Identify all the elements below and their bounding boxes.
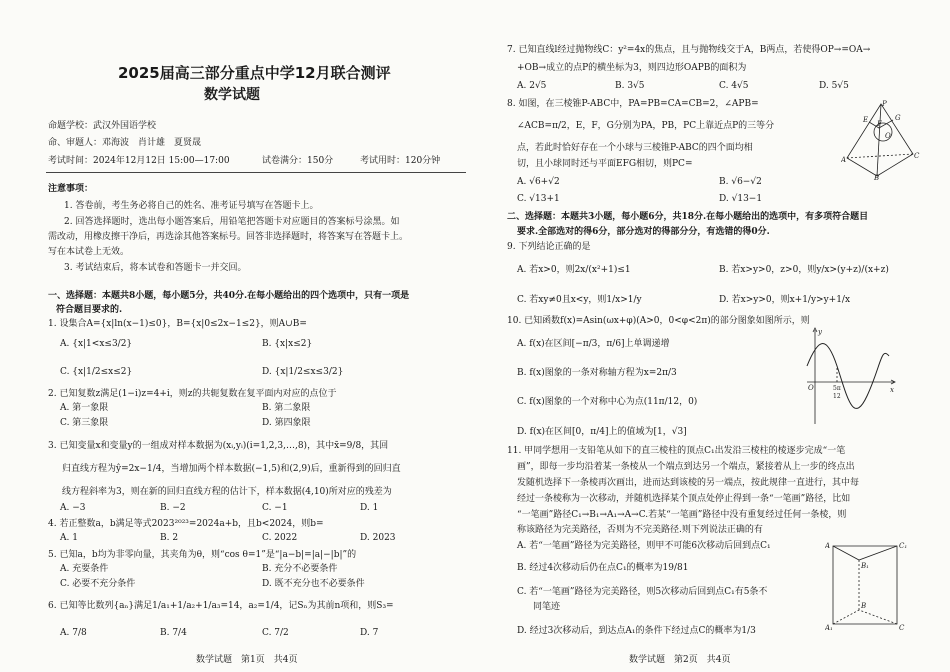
q2-option-b: B. 第二象限 — [262, 403, 311, 413]
q11-option-c-1: C. 若“一笔画”路径为完美路径，则5次移动后回到点C₁有5条不 — [517, 587, 768, 597]
label-c: C — [914, 152, 920, 160]
q6-option-a: A. 7/8 — [60, 628, 87, 638]
q11-option-b: B. 经过4次移动后仍在点C₁的概率为19/81 — [517, 563, 689, 573]
label-b: B — [874, 174, 880, 180]
q10-option-c: C. f(x)图象的一个对称中心为点(11π/12，0) — [517, 397, 698, 407]
sine-curve — [807, 344, 889, 409]
q5-option-a: A. 充要条件 — [60, 564, 109, 574]
q8-stem-3: 点，若此时恰好存在一个小球与三棱锥P-ABC的四个面均相 — [517, 143, 753, 153]
section2-heading-2: 要求.全部选对的得6分，部分选对的得部分分，有选错的得0分. — [517, 227, 770, 237]
q11-option-c-2: 同笔迹 — [533, 602, 561, 612]
notice-item: 2. 回答选择题时，选出每小题答案后，用铅笔把答题卡对应题目的答案标号涂黑。如 — [64, 217, 400, 227]
graph-label-origin: O — [808, 384, 814, 392]
q7-stem-2: +OB→成立的点P的横坐标为3，则四边形OAPB的面积为 — [517, 63, 747, 73]
q3-option-c: C. −1 — [262, 503, 288, 513]
q7-option-a: A. 2√5 — [517, 81, 547, 91]
q8-option-a: A. √6+√2 — [517, 177, 560, 187]
q2-option-c: C. 第三象限 — [60, 418, 109, 428]
q9-stem: 9. 下列结论正确的是 — [507, 242, 591, 252]
label-g: G — [895, 114, 901, 122]
q3-option-d: D. 1 — [360, 503, 379, 513]
q3-stem-3: 线方程斜率为3，则在新的回归直线方程的估计下，样本数据(4,10)所对应的残差为 — [62, 487, 392, 497]
q2-stem: 2. 已知复数z满足(1−i)z=4+i，则z的共轭复数在复平面内对应的点位于 — [48, 389, 337, 399]
prism-label-b1: B₁ — [861, 562, 869, 570]
page-2 — [475, 0, 950, 672]
label-p: P — [882, 100, 887, 108]
q10-option-b: B. f(x)图象的一条对称轴方程为x=2π/3 — [517, 368, 677, 378]
prism-label-a1: A₁ — [825, 624, 833, 632]
q5-option-c: C. 必要不充分条件 — [60, 579, 136, 589]
q8-option-c: C. √13+1 — [517, 194, 560, 204]
q4-option-c: C. 2022 — [262, 533, 298, 543]
prism-top-edges — [833, 546, 897, 560]
q11-stem-6: 称该路径为完美路径，否则为不完美路径.则下列说法正确的有 — [517, 525, 763, 535]
sine-graph-figure — [805, 326, 897, 428]
q3-stem-1: 3. 已知变量x和变量y的一组成对样本数据为(xᵢ,yᵢ)(i=1,2,3,…,8)，其中x̄=9/8，其回 — [48, 441, 389, 451]
label-a: A — [841, 156, 847, 164]
q1-option-d: D. {x|1/2≤x≤3/2} — [262, 367, 344, 377]
prism-label-c1: C₁ — [899, 542, 908, 550]
q7-stem-1: 7. 已知直线l经过抛物线C：y²=4x的焦点，且与抛物线交于A，B两点，若使得OP→=OA→ — [507, 45, 871, 55]
notice-item: 写在本试卷上无效。 — [48, 247, 130, 257]
q10-option-d: D. f(x)在区间[0，π/4]上的值域为[1，√3] — [517, 427, 687, 437]
q4-option-d: D. 2023 — [360, 533, 396, 543]
notice-item: 1. 答卷前，考生务必将自己的姓名、准考证号填写在答题卡上。 — [64, 201, 319, 211]
q11-option-a: A. 若“一笔画”路径为完美路径，则甲不可能6次移动后回到点C₁ — [517, 541, 771, 551]
q8-option-d: D. √13−1 — [719, 194, 763, 204]
q7-option-b: B. 3√5 — [615, 81, 645, 91]
notice-item: 3. 考试结束后，将本试卷和答题卡一并交回。 — [64, 263, 247, 273]
q4-option-b: B. 2 — [160, 533, 179, 543]
label-e: E — [863, 116, 869, 124]
pyramid-edge-ac — [847, 154, 913, 158]
info-divider — [46, 172, 466, 173]
q5-stem: 5. 已知a，b均为非零向量，其夹角为θ，则“cos θ=1”是“|a−b|=|a|−|b|”的 — [48, 550, 357, 560]
q5-option-d: D. 既不充分也不必要条件 — [262, 579, 365, 589]
q1-option-b: B. {x|x≤2} — [262, 339, 313, 349]
q4-stem: 4. 若正整数a，b满足等式2023²⁰²³=2024a+b，且b<2024，则b= — [48, 519, 324, 529]
q1-stem: 1. 设集合A={x|ln(x−1)≤0}，B={x|0≤2x−1≤2}，则A∪B= — [48, 319, 307, 329]
section2-heading: 二、选择题：本题共3小题，每小题6分，共18分.在每小题给出的选项中，有多项符合题目 — [507, 212, 869, 222]
q4-option-a: A. 1 — [60, 533, 78, 543]
q10-stem: 10. 已知函数f(x)=Asin(ωx+φ)(A>0，0<φ<2π)的部分图象如图所示，则 — [507, 316, 810, 326]
q6-option-d: D. 7 — [360, 628, 379, 638]
graph-tick-denominator: 12 — [833, 393, 841, 400]
page-1-footer: 数学试题 第1页 共4页 — [196, 655, 298, 665]
prism-label-b: B — [861, 602, 867, 610]
q6-stem: 6. 已知等比数列{aₙ}满足1/a₁+1/a₂+1/a₃=14，a₂=1/4，记Sₙ为其前n项和，则S₃= — [48, 601, 394, 611]
graph-label-y: y — [818, 328, 822, 336]
q7-option-d: D. 5√5 — [819, 81, 849, 91]
q11-stem-3: 发随机选择下一条棱再次画出，进而达到该棱的另一端点，按此规律一直进行，其中每 — [517, 478, 860, 488]
section1-heading: 一、选择题：本题共8小题，每小题5分，共40分.在每小题给出的四个选项中，只有一项是 — [48, 291, 410, 301]
prism-bottom-edges — [833, 610, 897, 624]
info-authors: 命、审题人：邓海波 肖计雄 夏贤晟 — [48, 138, 202, 148]
q8-stem-1: 8. 如图，在三棱锥P-ABC中，PA=PB=CA=CB=2，∠APB= — [507, 99, 759, 109]
q11-stem-4: 经过一条棱称为一次移动，并随机选择某个顶点处停止得到一条“一笔画”路径，比如 — [517, 494, 851, 504]
q8-stem-4: 切，且小球同时还与平面EFG相切，则PC= — [517, 159, 693, 169]
notice-item: 需改动，用橡皮擦干净后，再选涂其他答案标号。回答非选择题时，将答案写在答题卡上。 — [48, 232, 409, 242]
exam-subtitle: 数学试题 — [204, 87, 260, 103]
q11-stem-1: 11. 甲同学想用一支铅笔从如下的直三棱柱的顶点C₁出发沿三棱柱的棱逐步完成“一笔 — [507, 446, 846, 456]
label-f: F — [877, 120, 882, 128]
q7-option-c: C. 4√5 — [719, 81, 749, 91]
prism-figure — [825, 538, 909, 632]
q9-option-c: C. 若xy≠0且x<y，则1/x>1/y — [517, 295, 642, 305]
q3-stem-2: 归直线方程为ŷ=2x−1/4，当增加两个样本数据(−1,5)和(2,9)后，重新得到的回归直 — [62, 464, 401, 474]
q3-option-b: B. −2 — [160, 503, 186, 513]
q2-option-a: A. 第一象限 — [60, 403, 109, 413]
label-o: O — [885, 132, 891, 140]
q11-stem-5: “一笔画”路径C₁→B₁→A₁→A→C.若某“一笔画”路径中没有重复经过任何一条棱，则 — [517, 510, 847, 520]
graph-tick-numerator: 5π — [833, 385, 841, 392]
page-2-footer: 数学试题 第2页 共4页 — [629, 655, 731, 665]
q9-option-b: B. 若x>y>0，z>0，则y/x>(y+z)/(x+z) — [719, 265, 889, 275]
q6-option-b: B. 7/4 — [160, 628, 187, 638]
q11-stem-2: 画”，即每一步均沿着某一条棱从一个端点到达另一个端点，紧接着从上一步的终点出 — [517, 462, 855, 472]
exam-title: 2025届高三部分重点中学12月联合测评 — [118, 64, 391, 82]
info-school: 命题学校：武汉外国语学校 — [48, 121, 157, 131]
q3-option-a: A. −3 — [60, 503, 86, 513]
pyramid-figure — [841, 100, 921, 180]
q6-option-c: C. 7/2 — [262, 628, 289, 638]
q5-option-b: B. 充分不必要条件 — [262, 564, 338, 574]
q9-option-a: A. 若x>0，则2x/(x²+1)≤1 — [517, 265, 631, 275]
info-score: 试卷满分：150分 — [262, 156, 334, 166]
q10-option-a: A. f(x)在区间[−π/3，π/6]上单调递增 — [517, 339, 670, 349]
q8-stem-2: ∠ACB=π/2，E，F，G分别为PA，PB，PC上靠近点P的三等分 — [517, 121, 775, 131]
q1-option-c: C. {x|1/2≤x≤2} — [60, 367, 133, 377]
prism-label-c: C — [899, 624, 905, 632]
info-time: 考试时间：2024年12月12日 15:00—17:00 — [48, 156, 230, 166]
info-duration: 考试用时：120分钟 — [360, 156, 441, 166]
graph-label-x: x — [890, 386, 894, 394]
section1-heading-2: 符合题目要求的. — [56, 305, 123, 315]
prism-label-a: A — [825, 542, 831, 550]
q8-option-b: B. √6−√2 — [719, 177, 762, 187]
q11-option-d: D. 经过3次移动后，到达点A₁的条件下经过点C的概率为1/3 — [517, 626, 756, 636]
notice-heading: 注意事项： — [48, 184, 94, 194]
q2-option-d: D. 第四象限 — [262, 418, 311, 428]
q1-option-a: A. {x|1<x≤3/2} — [60, 339, 133, 349]
q9-option-d: D. 若x>y>0，则x+1/y>y+1/x — [719, 295, 851, 305]
